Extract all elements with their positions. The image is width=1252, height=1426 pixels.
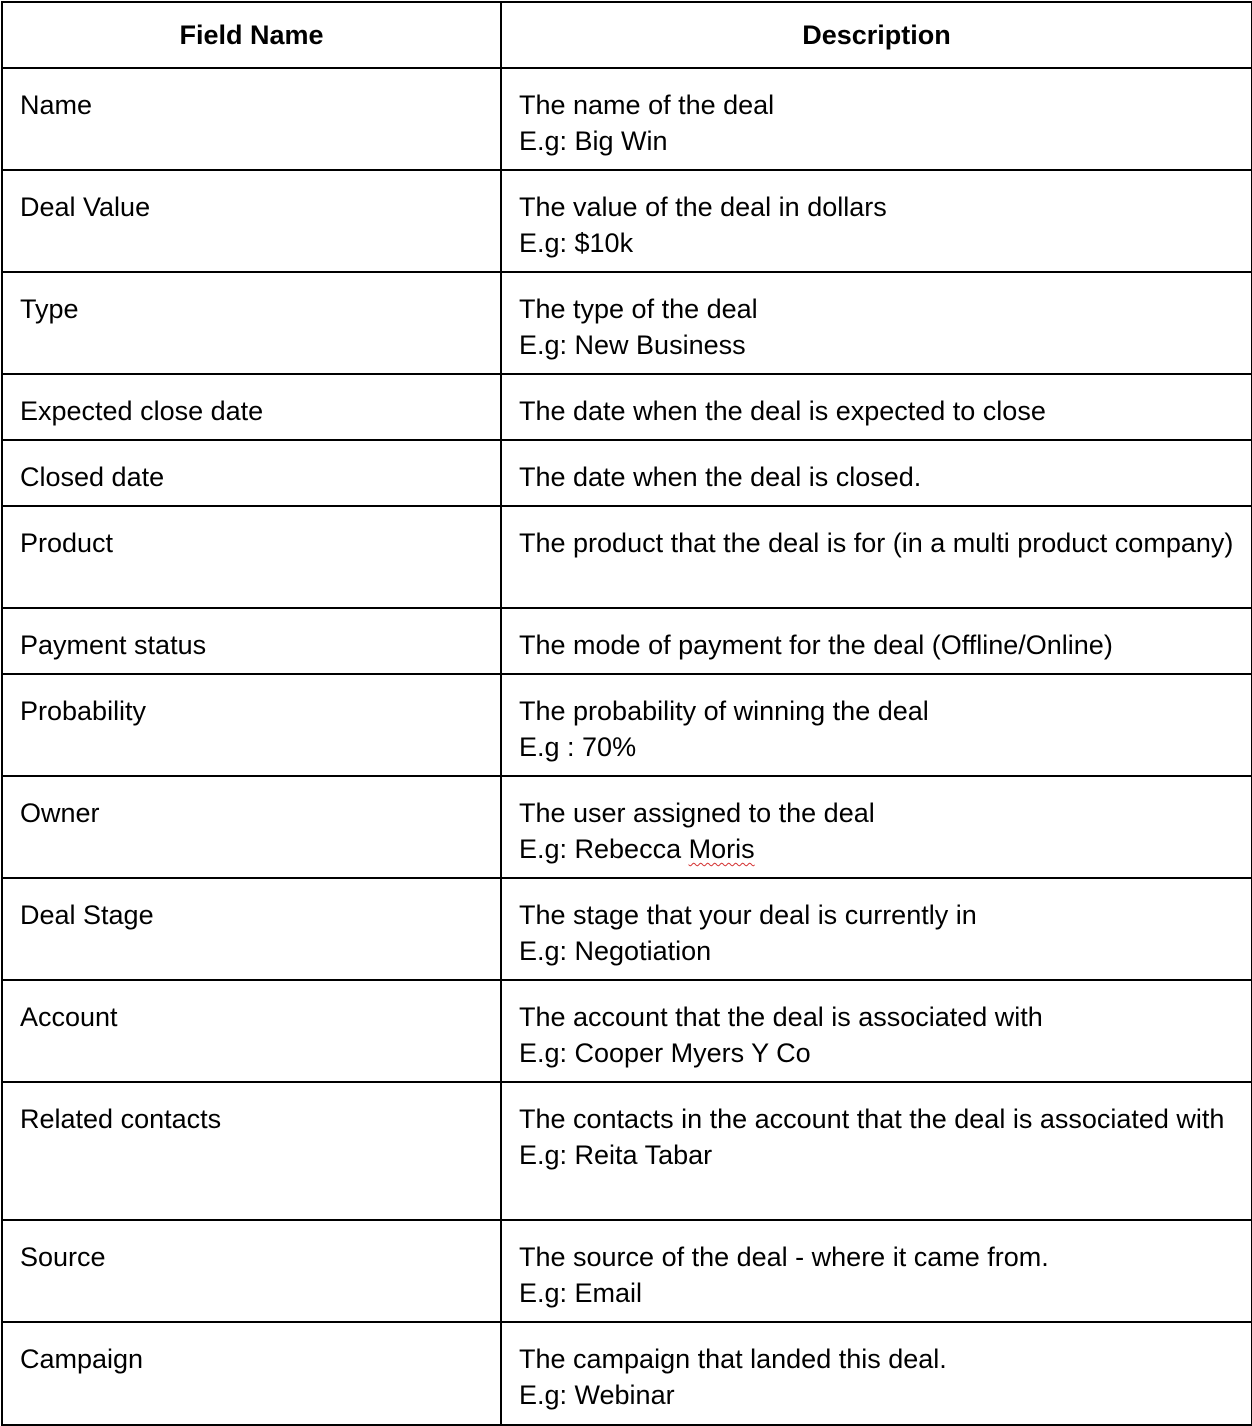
field-cell <box>2 170 501 272</box>
example-text: E.g: $10k <box>519 228 634 258</box>
field-name: Deal Value <box>20 192 151 222</box>
table-row <box>2 272 1252 374</box>
example-prefix: E.g: Rebecca <box>519 834 689 864</box>
field-name: Payment status <box>20 630 207 660</box>
example-text: E.g: Big Win <box>519 126 668 156</box>
description-text: The probability of winning the deal <box>519 696 929 726</box>
description-cell <box>501 506 1252 608</box>
table-row <box>2 980 1252 1082</box>
table-row <box>2 1220 1252 1322</box>
example-text: E.g: Cooper Myers Y Co <box>519 1038 811 1068</box>
description-cell <box>501 1322 1252 1425</box>
example-text: E.g : 70% <box>519 732 637 762</box>
field-name-header: Field Name <box>2 2 501 68</box>
table-row <box>2 170 1252 272</box>
field-name: Campaign <box>20 1344 144 1374</box>
description-cell <box>501 674 1252 776</box>
table-row <box>2 1322 1252 1425</box>
field-name: Account <box>20 1002 118 1032</box>
description-cell <box>501 170 1252 272</box>
field-name: Owner <box>20 798 100 828</box>
table-row <box>2 608 1252 674</box>
description-cell <box>501 374 1252 440</box>
field-cell <box>2 776 501 878</box>
description-text: The date when the deal is expected to close <box>519 396 1046 426</box>
field-name: Closed date <box>20 462 165 492</box>
description-cell <box>501 608 1252 674</box>
spellcheck-flagged-word[interactable]: Moris <box>688 834 755 864</box>
description-text: The value of the deal in dollars <box>519 192 887 222</box>
description-text: The name of the deal <box>519 90 775 120</box>
field-cell <box>2 1220 501 1322</box>
table-row <box>2 1082 1252 1220</box>
description-text: The user assigned to the deal <box>519 798 875 828</box>
table-row <box>2 674 1252 776</box>
field-name: Expected close date <box>20 396 264 426</box>
field-cell <box>2 68 501 170</box>
table-row <box>2 68 1252 170</box>
table-row <box>2 374 1252 440</box>
field-name: Type <box>20 294 79 324</box>
description-header: Description <box>501 2 1252 68</box>
example-text: E.g: Webinar <box>519 1380 675 1410</box>
field-name: Product <box>20 528 114 558</box>
description-text: The stage that your deal is currently in <box>519 900 977 930</box>
field-cell <box>2 980 501 1082</box>
field-cell <box>2 1322 501 1425</box>
table-row <box>2 440 1252 506</box>
table-row <box>2 878 1252 980</box>
table-header-row <box>2 2 1252 68</box>
table-row <box>2 506 1252 608</box>
field-cell <box>2 440 501 506</box>
description-text: The contacts in the account that the deal is associated with <box>519 1104 1225 1134</box>
field-name: Related contacts <box>20 1104 222 1134</box>
example-text: E.g: Email <box>519 1278 643 1308</box>
description-cell <box>501 878 1252 980</box>
field-cell <box>2 506 501 608</box>
description-text: The mode of payment for the deal (Offline/Online) <box>519 630 1113 660</box>
field-name: Name <box>20 90 93 120</box>
table-row <box>2 776 1252 878</box>
description-text: The date when the deal is closed. <box>519 462 922 492</box>
example-text <box>519 831 1234 867</box>
deal-fields-table <box>1 1 1252 1426</box>
description-cell <box>501 980 1252 1082</box>
field-name: Probability <box>20 696 147 726</box>
field-cell <box>2 272 501 374</box>
field-cell <box>2 674 501 776</box>
description-cell <box>501 440 1252 506</box>
example-text: E.g: Negotiation <box>519 936 712 966</box>
field-name: Deal Stage <box>20 900 154 930</box>
description-cell <box>501 272 1252 374</box>
field-cell <box>2 608 501 674</box>
description-cell <box>501 1220 1252 1322</box>
example-text: E.g: Reita Tabar <box>519 1140 713 1170</box>
example-text: E.g: New Business <box>519 330 746 360</box>
description-cell <box>501 68 1252 170</box>
field-cell <box>2 1082 501 1220</box>
description-text: The campaign that landed this deal. <box>519 1344 947 1374</box>
description-text: The product that the deal is for (in a multi product company) <box>519 528 1234 558</box>
description-cell <box>501 776 1252 878</box>
description-cell <box>501 1082 1252 1220</box>
field-cell <box>2 878 501 980</box>
description-text: The account that the deal is associated with <box>519 1002 1043 1032</box>
description-text: The source of the deal - where it came from. <box>519 1242 1049 1272</box>
description-text: The type of the deal <box>519 294 758 324</box>
field-name: Source <box>20 1242 106 1272</box>
field-cell <box>2 374 501 440</box>
